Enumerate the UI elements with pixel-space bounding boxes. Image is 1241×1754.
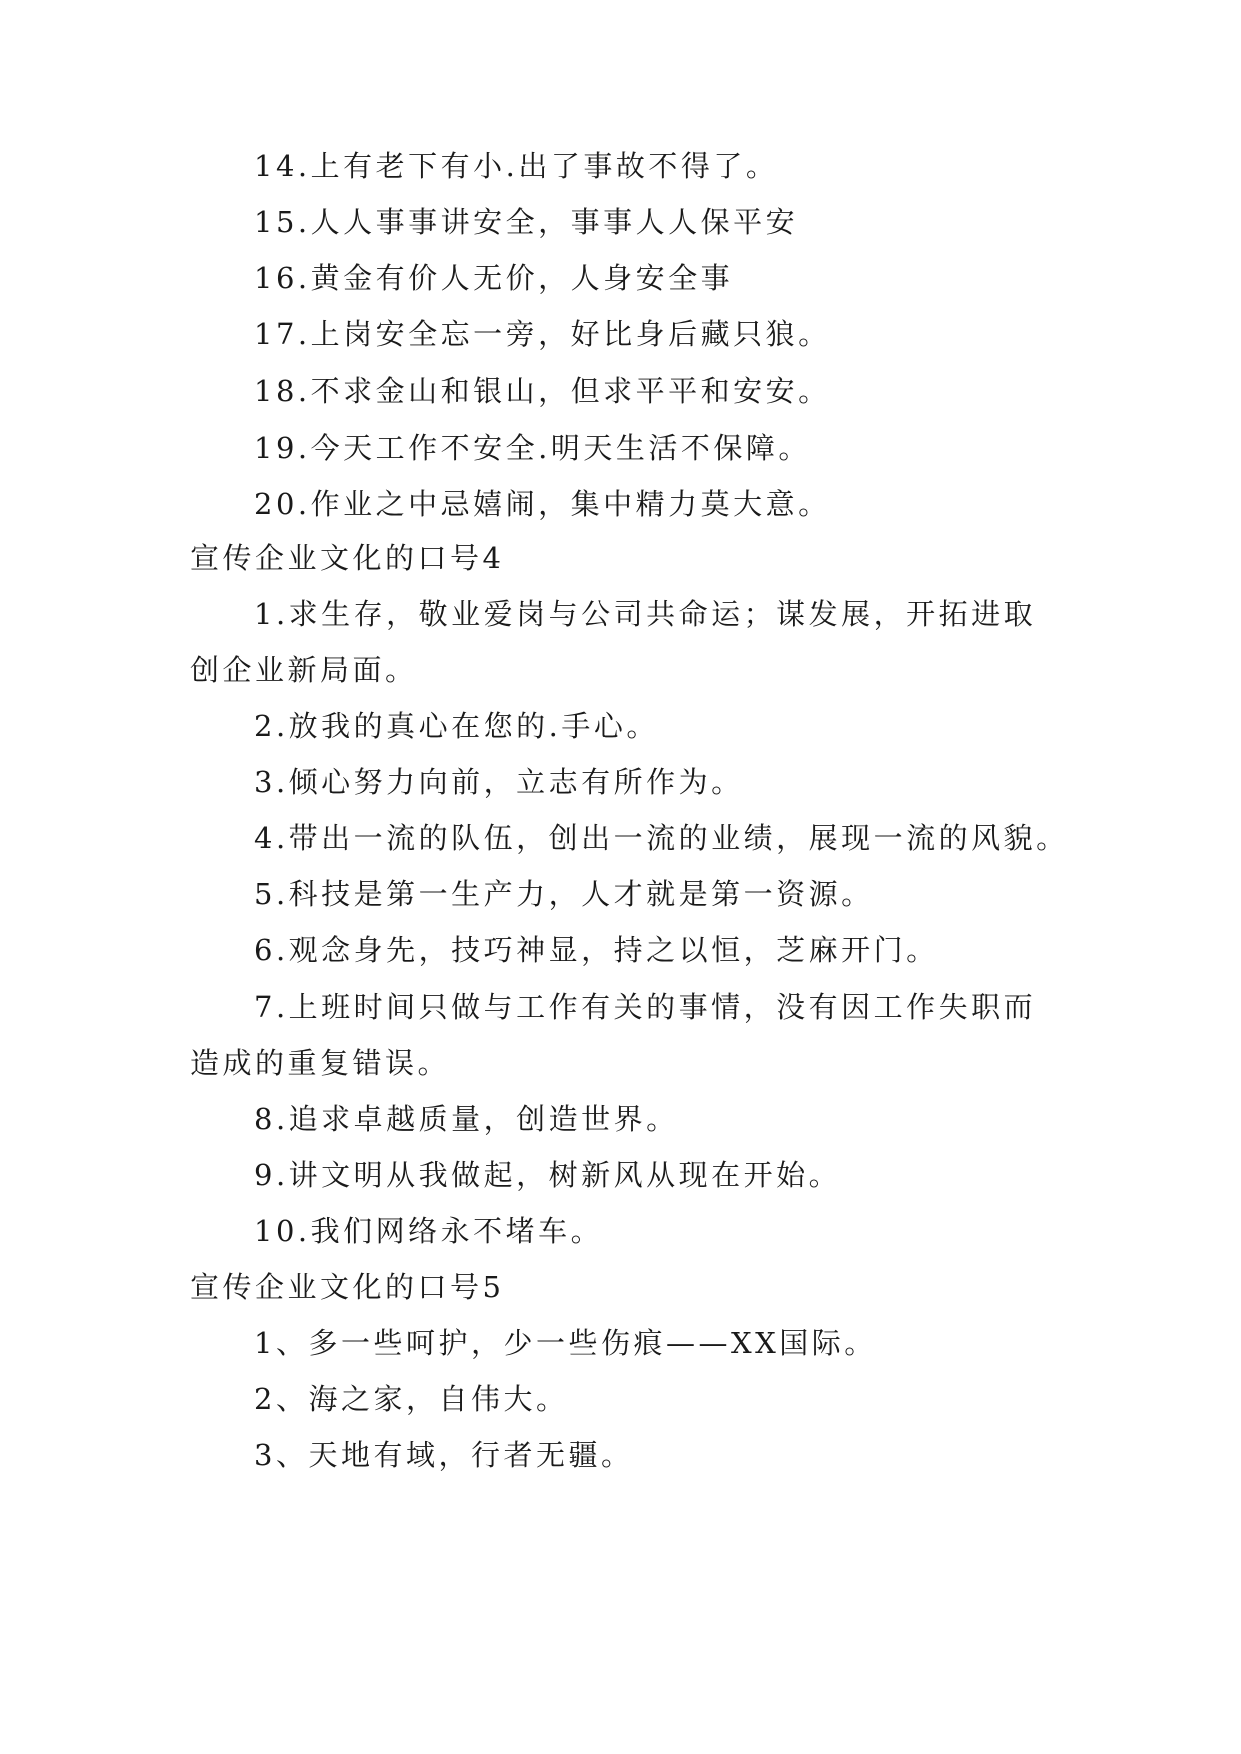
list-item: 10.我们网络永不堵车。 — [254, 1214, 604, 1248]
list-item: 1.求生存，敬业爱岗与公司共命运；谋发展，开拓进取 — [254, 597, 1037, 631]
list-item: 17.上岗安全忘一旁，好比身后藏只狼。 — [254, 317, 831, 351]
list-item: 2、海之家，自伟大。 — [254, 1382, 569, 1416]
list-item: 8.追求卓越质量，创造世界。 — [254, 1102, 679, 1136]
list-item: 18.不求金山和银山，但求平平和安安。 — [254, 374, 831, 408]
list-item: 4.带出一流的队伍，创出一流的业绩，展现一流的风貌。 — [254, 821, 1069, 855]
list-item: 19.今天工作不安全.明天生活不保障。 — [254, 431, 811, 465]
list-item: 7.上班时间只做与工作有关的事情，没有因工作失职而 — [254, 990, 1037, 1024]
list-item: 16.黄金有价人无价，人身安全事 — [254, 261, 734, 295]
list-item: 15.人人事事讲安全，事事人人保平安 — [254, 205, 799, 239]
list-item: 3、天地有域，行者无疆。 — [254, 1438, 634, 1472]
list-item: 3.倾心努力向前，立志有所作为。 — [254, 765, 744, 799]
list-item: 5.科技是第一生产力，人才就是第一资源。 — [254, 877, 874, 911]
list-item-continuation: 造成的重复错误。 — [190, 1046, 451, 1080]
section-heading: 宣传企业文化的口号5 — [190, 1270, 505, 1304]
list-item-continuation: 创企业新局面。 — [190, 653, 418, 687]
list-item: 2.放我的真心在您的.手心。 — [254, 709, 659, 743]
list-item: 1、多一些呵护，少一些伤痕——XX国际。 — [254, 1326, 877, 1360]
list-item: 9.讲文明从我做起，树新风从现在开始。 — [254, 1158, 842, 1192]
list-item: 20.作业之中忌嬉闹，集中精力莫大意。 — [254, 487, 831, 521]
list-item: 14.上有老下有小.出了事故不得了。 — [254, 149, 779, 183]
section-heading: 宣传企业文化的口号4 — [190, 541, 505, 575]
list-item: 6.观念身先，技巧神显，持之以恒，芝麻开门。 — [254, 933, 939, 967]
